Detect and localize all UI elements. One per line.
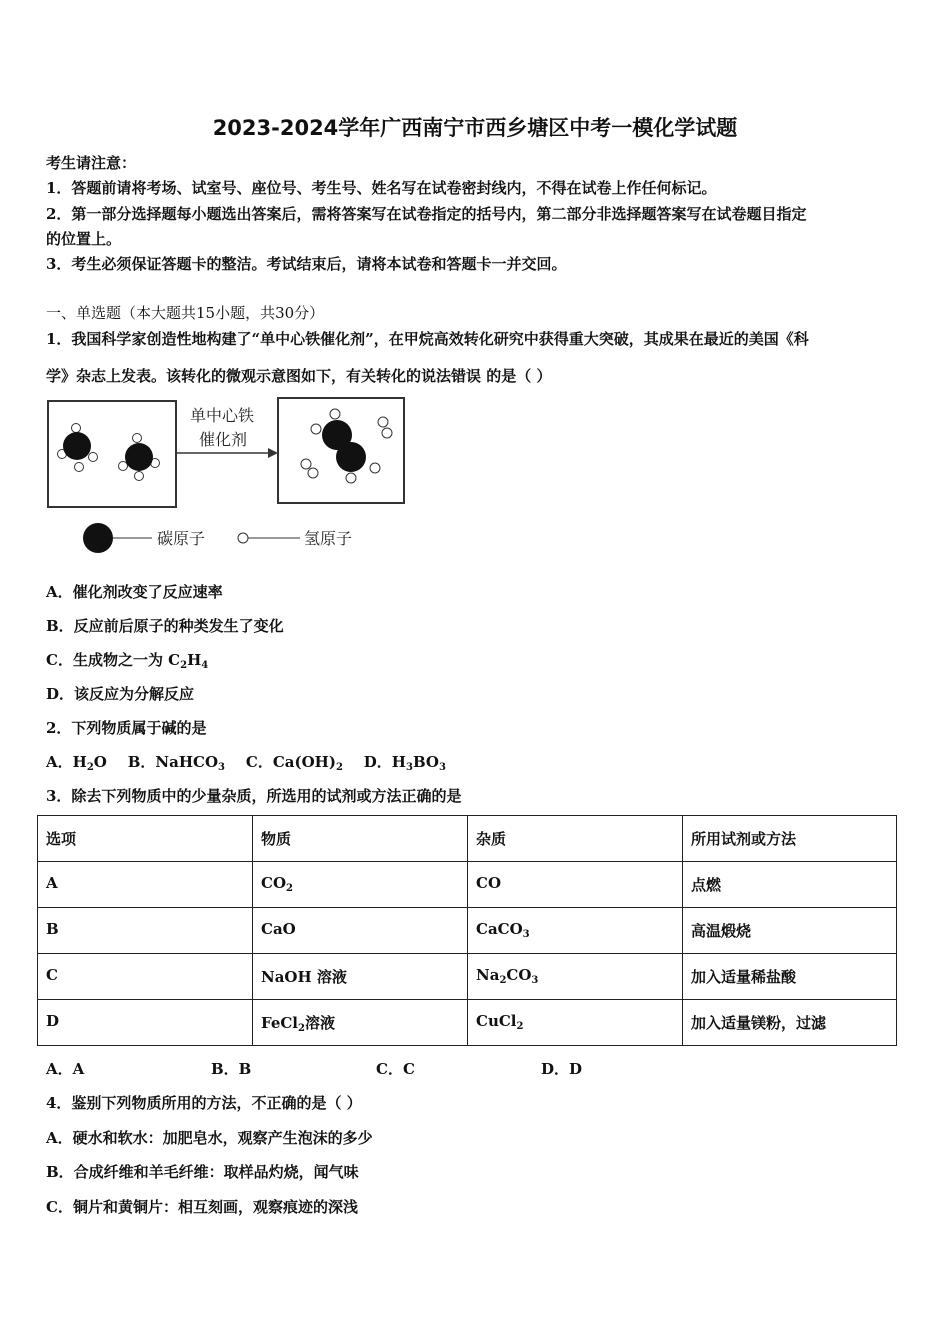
q4-option-a: A．硬水和软水：加肥皂水，观察产生泡沫的多少 [46,1129,373,1147]
table-row [38,908,897,954]
table-cell-impurity: CuCl$_2$ [468,1000,683,1046]
table-cell-impurity: CaCO$_3$ [468,908,683,954]
table-header-cell: 杂质 [468,816,683,862]
table-header-cell: 物质 [253,816,468,862]
q2-option-b: B．NaHCO$_3$ [127,753,226,773]
q3-option-b: B．B [211,1060,252,1078]
hydrogen-molecule [378,417,392,438]
q2-option-a: A．$H_2O$ [46,753,107,773]
q3-option-d: D．D [541,1060,583,1078]
table-cell-substance: FeCl$_2$溶液 [253,1000,468,1046]
legend-carbon: 碳原子 [157,529,206,548]
q3-table [37,815,897,1046]
reaction-diagram [44,393,414,561]
arrow-label: 催化剂 [199,430,248,449]
table-row [38,954,897,1000]
table-cell-substance: CaO [253,908,468,954]
table-row [38,1000,897,1046]
table-header-row [38,816,897,862]
section-heading: 一、单选题（本大题共15小题，共30分） [46,304,325,322]
table-cell-substance: NaOH 溶液 [253,954,468,1000]
table-cell-method: 点燃 [683,862,897,908]
q2-option-c: C．$Ca(OH)_2$ [245,753,343,773]
table-cell-impurity: CO [468,862,683,908]
arrowhead-icon [268,448,278,458]
q2-option-d: D．$H_3BO_3$ [363,753,446,773]
q4-option-c: C．铜片和黄铜片：相互刻画，观察痕迹的深浅 [46,1198,358,1216]
table-cell-method: 加入适量稀盐酸 [683,954,897,1000]
notice-heading: 考生请注意： [46,154,137,172]
table-row [38,862,897,908]
table-cell-method: 加入适量镁粉，过滤 [683,1000,897,1046]
table-cell-method: 高温煅烧 [683,908,897,954]
methane-molecule [119,434,160,481]
legend-hydrogen: 氢原子 [304,529,353,548]
notice-item: 2．第一部分选择题每小题选出答案后，需将答案写在试卷指定的括号内，第二部分非选择题答案写在试卷题目指定 [46,205,807,223]
table-cell-impurity: $Na_2CO_3$ [468,954,683,1000]
notice-item: 1．答题前请将考场、试室号、座位号、考生号、姓名写在试卷密封线内，不得在试卷上作任何标记。 [46,179,717,197]
hydrogen-atom-legend-icon [238,533,248,543]
q2-options [46,751,446,772]
q4-option-b: B．合成纤维和羊毛纤维：取样品灼烧，闻气味 [46,1163,359,1181]
table-cell-option: D [38,1000,253,1046]
table-header-cell: 所用试剂或方法 [683,816,897,862]
table-cell-option: C [38,954,253,1000]
page-title: 2023-2024学年广西南宁市西乡塘区中考一模化学试题 [212,116,738,140]
methane-molecule [58,424,98,472]
q2-stem: 2．下列物质属于碱的是 [46,719,207,737]
q3-option-a: A．A [46,1060,85,1078]
q1-option-c: C．生成物之一为 $C_2H_4$ [46,651,209,671]
q1-stem: 学》杂志上发表。该转化的微观示意图如下，有关转化的说法错误 的是（ ） [46,367,552,385]
q1-option-d: D．该反应为分解反应 [46,685,195,703]
notice-item: 的位置上。 [46,230,122,248]
q3-stem: 3．除去下列物质中的少量杂质，所选用的试剂或方法正确的是 [46,787,462,805]
ethylene-molecule [311,409,380,483]
table-cell-substance: $CO_2$ [253,862,468,908]
hydrogen-molecule [301,459,318,478]
q1-stem: 1．我国科学家创造性地构建了“单中心铁催化剂”，在甲烷高效转化研究中获得重大突破，其成果在最近的美国《科 [46,330,809,348]
table-cell-option: A [38,862,253,908]
q1-option-a: A．催化剂改变了反应速率 [46,583,223,601]
arrow-label: 单中心铁 [190,406,255,425]
q1-option-b: B．反应前后原子的种类发生了变化 [46,617,284,635]
table-header-cell: 选项 [38,816,253,862]
q4-stem: 4．鉴别下列物质所用的方法，不正确的是（ ） [46,1094,362,1112]
notice-item: 3．考生必须保证答题卡的整洁。考试结束后，请将本试卷和答题卡一并交回。 [46,255,567,273]
carbon-atom-legend-icon [83,523,113,553]
q3-option-c: C．C [376,1060,415,1078]
table-cell-option: B [38,908,253,954]
